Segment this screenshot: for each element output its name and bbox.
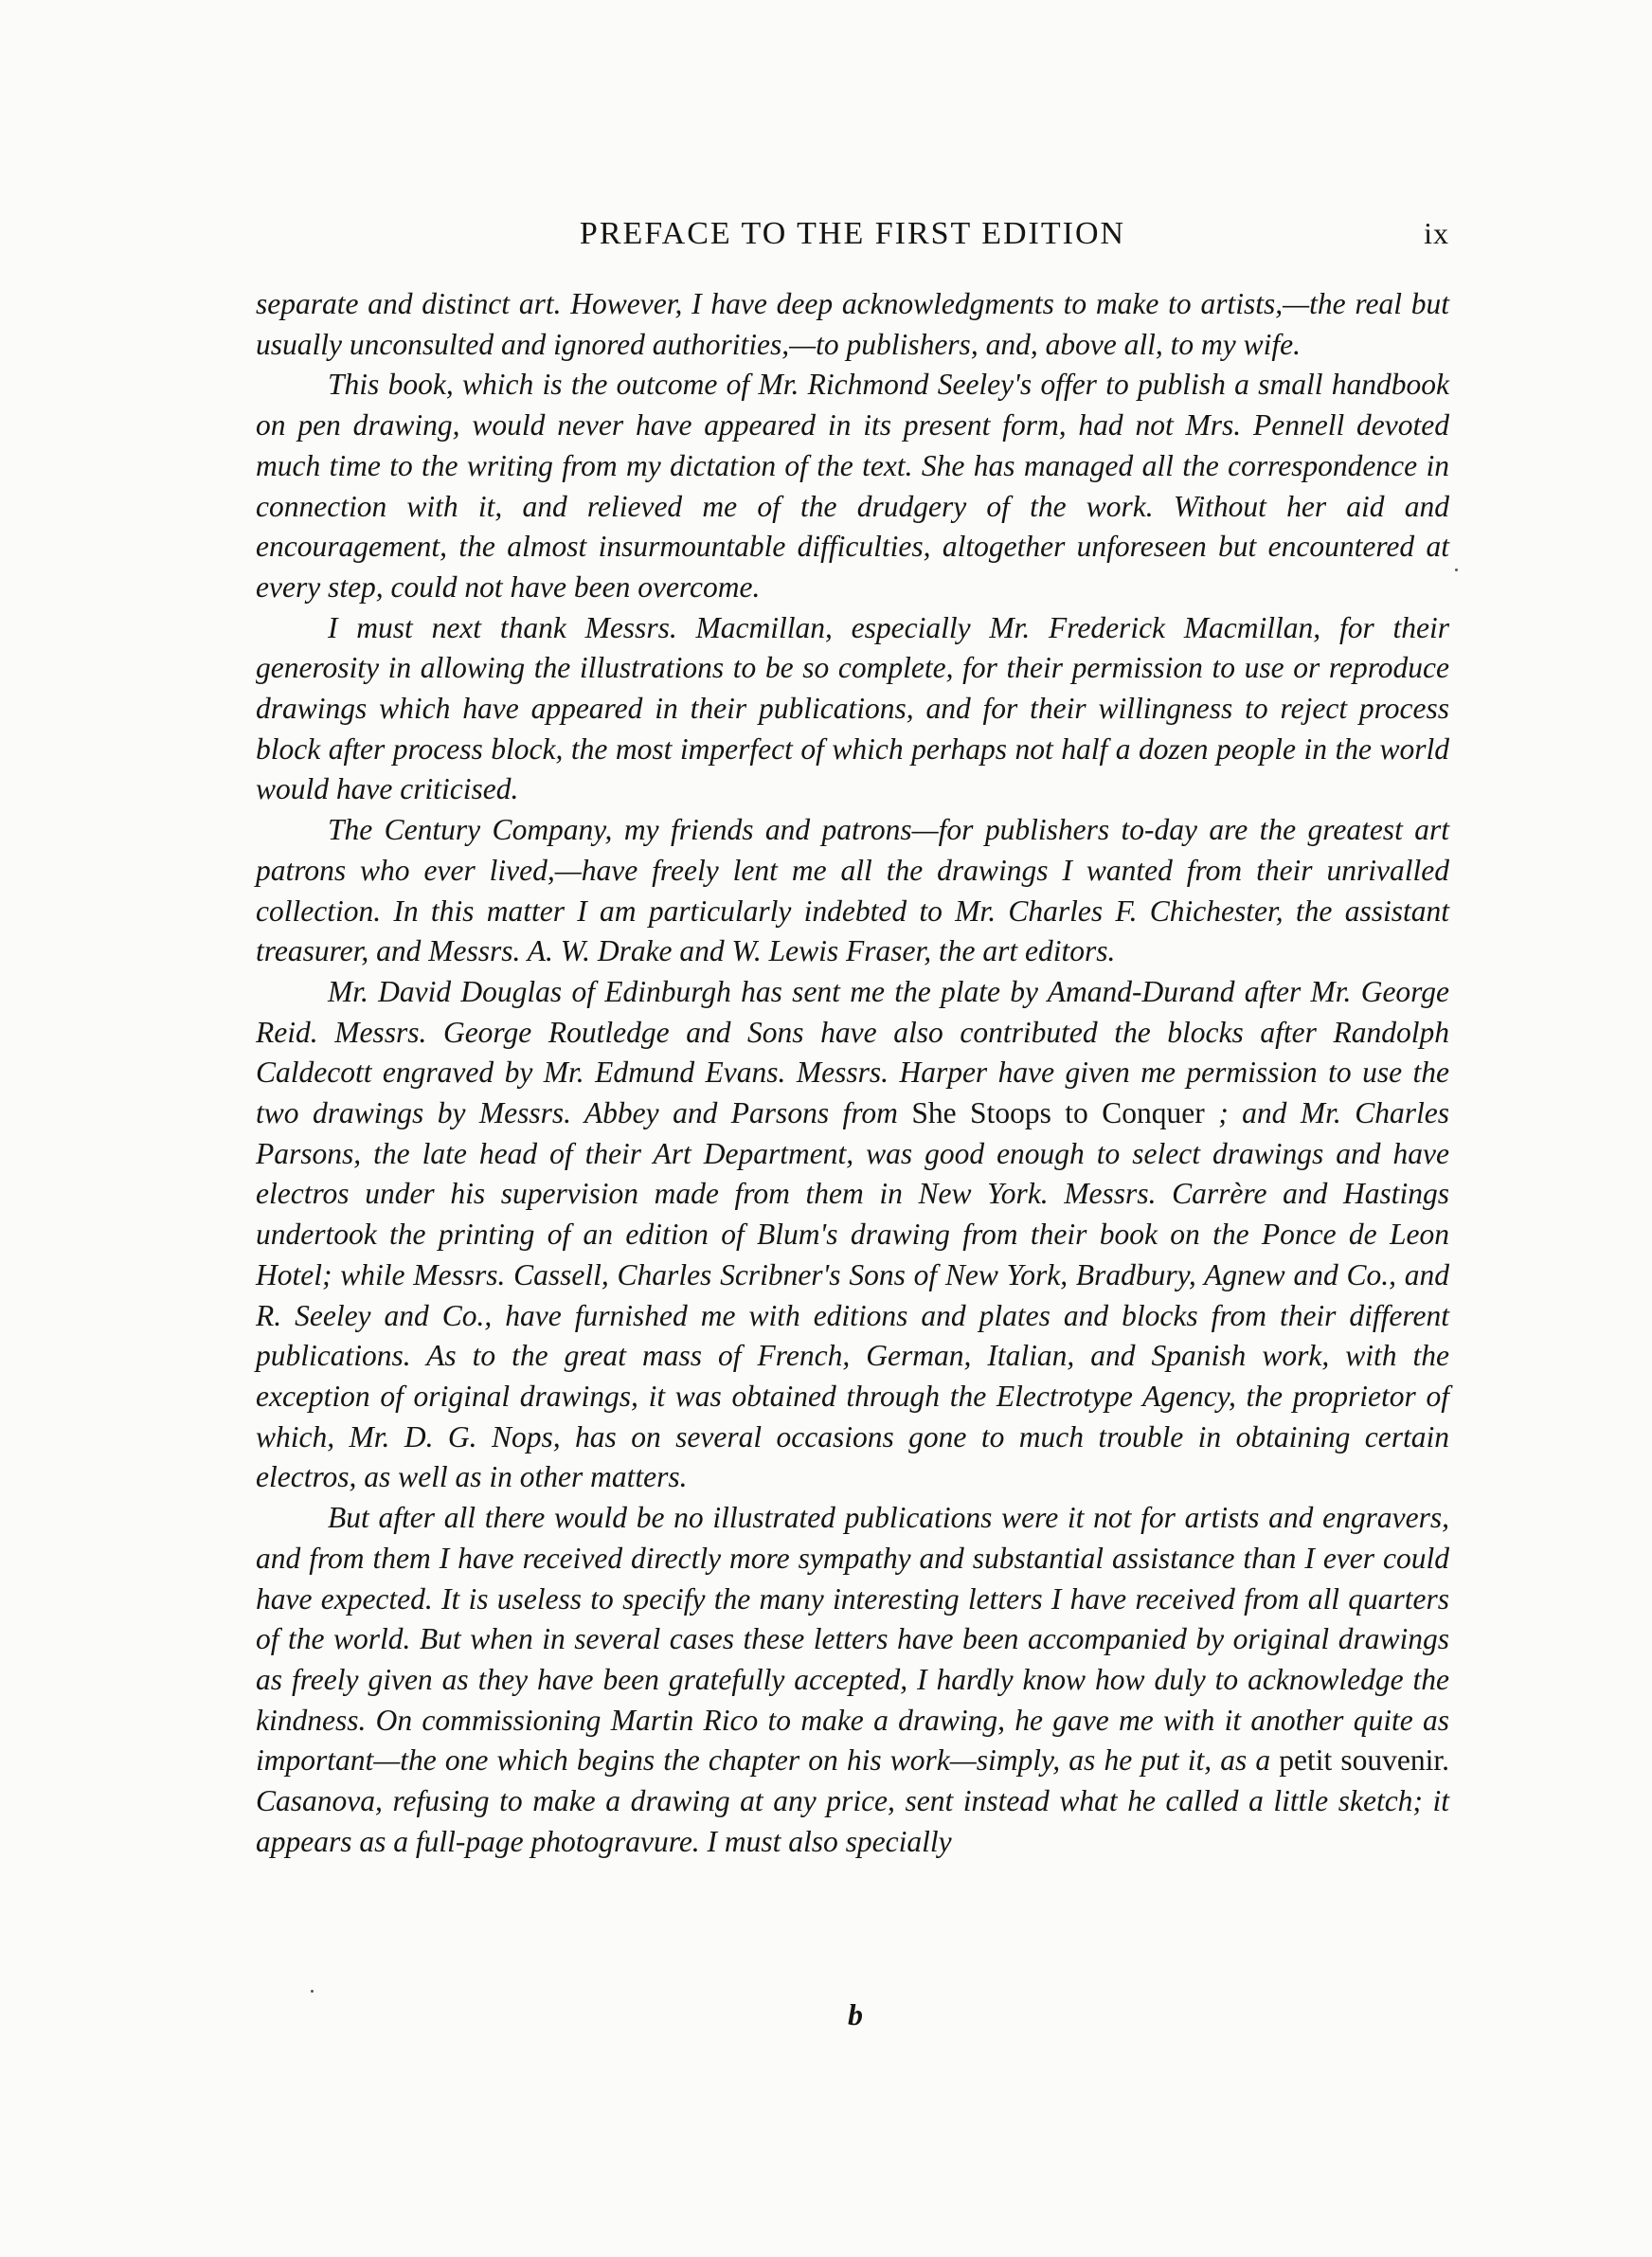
paragraph-seeley: This book, which is the outcome of Mr. Richmond Seeley's offer to publish a small handbook on pen drawing, would never have appeared in its present form, had not Mrs. Pennell devoted much time to the writing from my dictation of the text. She has managed all the correspondence in connection with it, and relieved me of the drudgery of the work. Without her aid and encouragement, the almost insurmountable difficulties, altogether unforeseen but encountered at every step, could not have been overcome.: [256, 368, 1449, 604]
paragraph-continuation: separate and distinct art. However, I have deep acknowledgments to make to artists,—the real but usually unconsulted and ignored authorities,—to publishers, and, above all, to my wife.: [256, 287, 1449, 361]
running-head: PREFACE TO THE FIRST EDITION: [579, 216, 1126, 251]
paragraph-douglas-part-a: Mr. David Douglas of Edinburgh has sent me the plate by Amand-Durand after Mr. George Reid. Messrs. George Routledge and Sons have also contributed the blocks after Randolph Caldecott engraved by Mr. Edmund Evans. Messrs. Harper have given me permission to use the two drawings by Messrs. Abbey and Parsons from: [256, 974, 1449, 1130]
page-number: ix: [1424, 216, 1449, 250]
paragraph-douglas: [256, 972, 1449, 1498]
signature-mark: b: [848, 1997, 863, 2031]
body-text: [256, 284, 1449, 1862]
paragraph-artists-part-a: But after all there would be no illustrated publications were it not for artists and engravers, and from them I have received directly more sympathy and substantial assistance than I ever could have expected. It is useless to specify the many interesting letters I have received from all quarters of the world. But when in several cases these letters have been accompanied by original drawings as freely given as they have been gratefully accepted, I hardly know how duly to acknowledge the kindness. On commissioning Martin Rico to make a drawing, he gave me with it another quite as important—the one which begins the chapter on his work—simply, as he put it, as a: [256, 1501, 1449, 1778]
print-speck: [1455, 569, 1458, 571]
paragraph-macmillan: I must next thank Messrs. Macmillan, especially Mr. Frederick Macmillan, for their generosity in allowing the illustrations to be so complete, for their permission to use or reproduce drawings which have appeared in their publications, and for their willingness to reject process block after process block, the most imperfect of which perhaps not half a dozen people in the world would have criticised.: [256, 610, 1449, 806]
print-speck: [311, 1990, 314, 1993]
paragraph-douglas-part-b: ; and Mr. Charles Parsons, the late head of their Art Department, was good enough to select drawings and have electros under his supervision made from them in New York. Messrs. Carrère and Hastings undertook the printing of an edition of Blum's drawing from their book on the Ponce de Leon Hotel; while Messrs. Cassell, Charles Scribner's Sons of New York, Bradbury, Agnew and Co., and R. Seeley and Co., have furnished me with editions and plates and blocks from their different publications. As to the great mass of French, German, Italian, and Spanish work, with the exception of original drawings, it was obtained through the Electrotype Agency, the proprietor of which, Mr. D. G. Nops, has on several occasions gone to much trouble in obtaining certain electros, as well as in other matters.: [256, 1096, 1449, 1494]
paragraph-artists: [256, 1498, 1449, 1862]
paragraph-artists-part-b: Casanova, refusing to make a drawing at any price, sent instead what he called a little sketch; it appears as a full-page photogravure. I must also specially: [256, 1784, 1449, 1858]
paragraph-century: The Century Company, my friends and patrons—for publishers to-day are the greatest art patrons who ever lived,—have freely lent me all the drawings I wanted from their unrivalled collection. In this matter I am particularly indebted to Mr. Charles F. Chichester, the assistant treasurer, and Messrs. A. W. Drake and W. Lewis Fraser, the art editors.: [256, 813, 1449, 968]
book-title-she-stoops: She Stoops to Conquer: [911, 1096, 1205, 1130]
phrase-petit-souvenir: petit souvenir.: [1279, 1743, 1450, 1778]
page-header: [256, 216, 1449, 263]
